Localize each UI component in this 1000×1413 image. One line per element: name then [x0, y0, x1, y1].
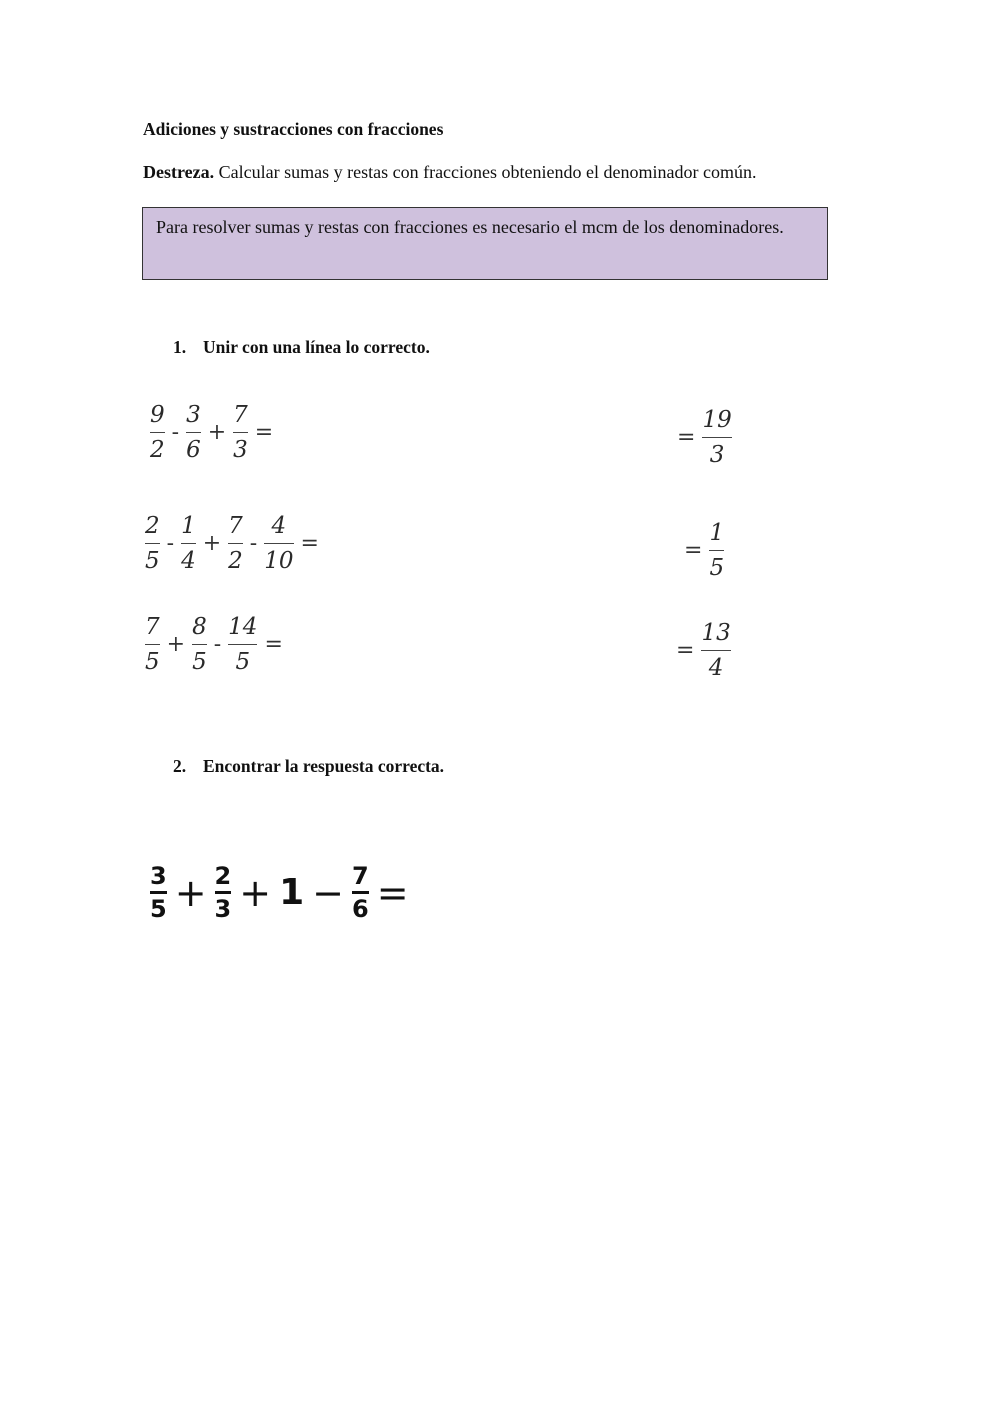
left-expression-3[interactable]: [141, 612, 286, 677]
equals-sign: =: [676, 638, 695, 663]
fraction: $\frac{9}{2}$: [150, 402, 165, 463]
operator: +: [207, 420, 227, 445]
left-expression-2[interactable]: [141, 511, 322, 576]
operator: +: [239, 870, 272, 915]
fraction: $\frac{1}{4}$: [181, 513, 196, 574]
info-box: Para resolver sumas y restas con fracciones es necesario el mcm de los denominadores.: [142, 207, 828, 280]
fraction: $\frac{2}{3}$: [214, 862, 232, 923]
equals-sign: =: [264, 632, 283, 657]
operator: +: [174, 870, 207, 915]
equals-sign: =: [376, 870, 409, 915]
operator: +: [166, 632, 186, 657]
fraction: $\frac{3}{6}$: [186, 402, 201, 463]
fraction: $\frac{7}{6}$: [352, 862, 369, 923]
fraction: $\frac{1}{5}$: [709, 520, 725, 581]
left-expression-1[interactable]: [146, 400, 276, 465]
page-title: Adiciones y sustracciones con fracciones: [143, 119, 444, 139]
fraction: $\frac{7}{5}$: [145, 614, 160, 675]
question-1-text: Unir con una línea lo correcto.: [203, 337, 430, 357]
equals-sign: =: [684, 538, 703, 563]
operator: −: [312, 870, 344, 915]
whole-number: 1: [279, 872, 305, 913]
fraction: $\frac{14}{5}$: [228, 614, 258, 675]
question-1-number: 1.: [173, 337, 187, 357]
operator: -: [166, 531, 175, 556]
question-2-number: 2.: [173, 756, 187, 776]
fraction: $\frac{2}{5}$: [145, 513, 160, 574]
fraction: $\frac{4}{10}$: [264, 513, 294, 574]
question-1: [173, 337, 430, 358]
fraction: $\frac{7}{2}$: [228, 513, 243, 574]
operator: -: [213, 632, 222, 657]
right-answer-1[interactable]: [674, 405, 736, 470]
exercise-2-expression: [146, 863, 413, 922]
question-2-text: Encontrar la respuesta correcta.: [203, 756, 445, 776]
skill-text: Calcular sumas y restas con fracciones obteniendo el denominador común.: [218, 162, 757, 182]
question-2: [173, 756, 444, 777]
operator: -: [249, 531, 258, 556]
operator: +: [202, 531, 222, 556]
equals-sign: =: [300, 531, 319, 556]
fraction: $\frac{3}{5}$: [150, 862, 167, 923]
fraction: $\frac{7}{3}$: [233, 402, 248, 463]
right-answer-3[interactable]: [673, 618, 735, 683]
equals-sign: =: [254, 420, 274, 445]
fraction: $\frac{13}{4}$: [701, 620, 731, 681]
equals-sign: =: [677, 425, 696, 450]
fraction: $\frac{19}{3}$: [702, 407, 732, 468]
skill-label: Destreza.: [143, 162, 215, 182]
skill-line: [143, 162, 756, 183]
operator: -: [171, 420, 180, 445]
fraction: $\frac{8}{5}$: [192, 614, 207, 675]
right-answer-2[interactable]: [681, 518, 728, 583]
